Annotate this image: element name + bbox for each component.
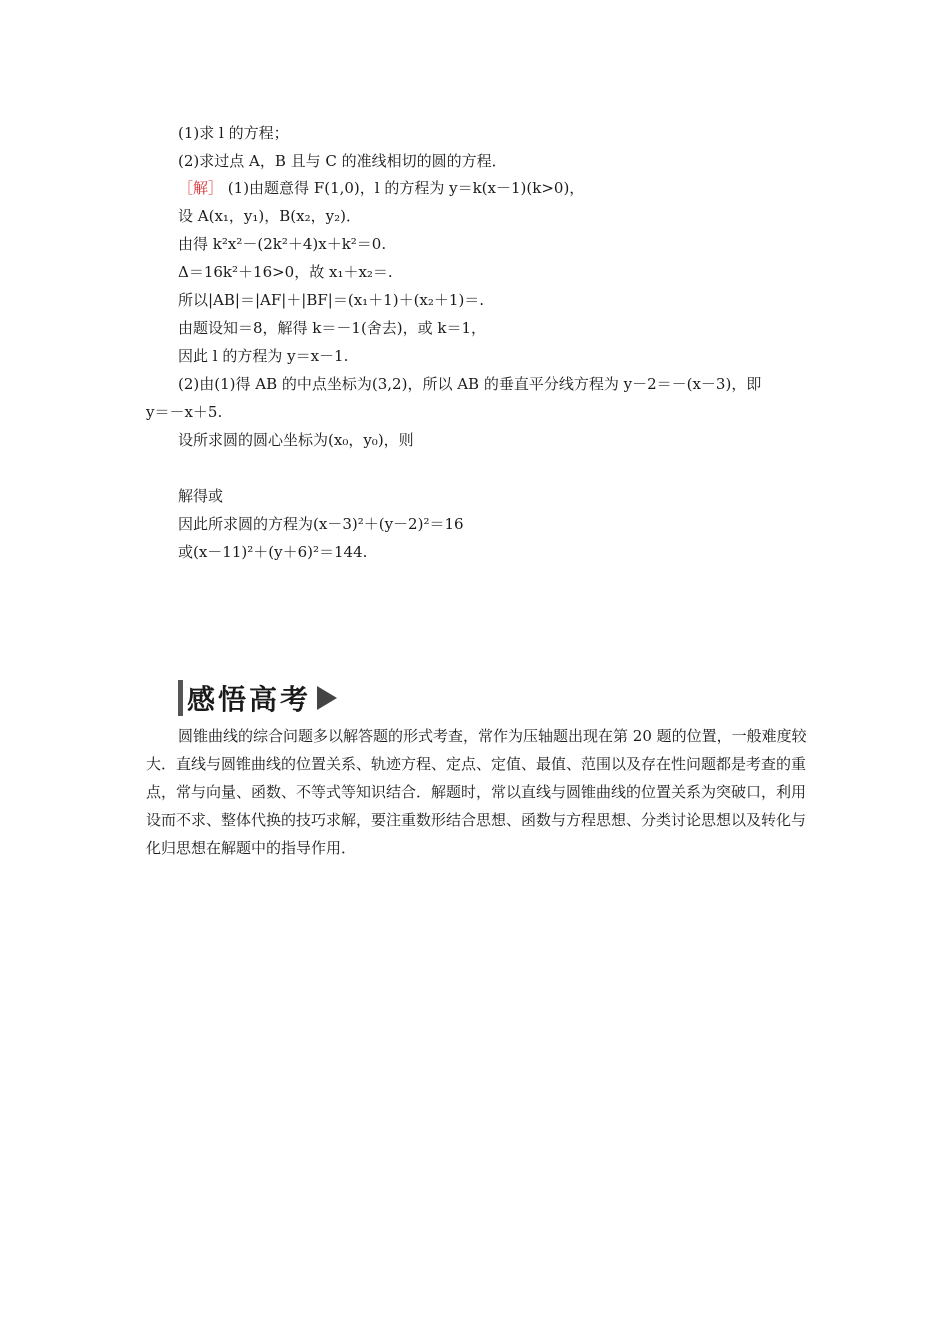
- section-header: [178, 678, 337, 718]
- solution-line-3: 由得 k²x²－(2k²＋4)x＋k²＝0.: [178, 235, 387, 253]
- solution-line-11: 解得或: [178, 487, 224, 505]
- solution-line-10: 设所求圆的圆心坐标为(x₀，y₀)，则: [178, 431, 414, 449]
- solution-line-2: 设 A(x₁，y₁)，B(x₂，y₂)．: [178, 207, 361, 225]
- solution-tag: ［解］: [178, 179, 224, 197]
- problem-part-1: (1)求 l 的方程；: [178, 124, 289, 142]
- problem-part-2: (2)求过点 A，B 且与 C 的准线相切的圆的方程．: [178, 152, 507, 170]
- solution-line-8: (2)由(1)得 AB 的中点坐标为(3,2)，所以 AB 的垂直平分线方程为 y－2＝－(x－3)，即: [178, 375, 762, 393]
- solution-line-9: y＝－x＋5.: [146, 403, 223, 421]
- solution-text: (1)由题意得 F(1,0)，l 的方程为 y＝k(x－1)(k>0)，: [227, 179, 585, 197]
- section-paragraph: 圆锥曲线的综合问题多以解答题的形式考查，常作为压轴题出现在第 20 题的位置，一般难度较大．直线与圆锥曲线的位置关系、轨迹方程、定点、定值、最值、范围以及存在性问题都是考查的重点，常与向量、函数、不等式等知识结合．解题时，常以直线与圆锥曲线的位置关系为突破口，利用设而不求、整体代换的技巧求解，要注重数形结合思想、函数与方程思想、分类讨论思想以及转化与化归思想在解题中的指导作用．: [146, 727, 807, 857]
- solution-line-12: 因此所求圆的方程为(x－3)²＋(y－2)²＝16: [178, 515, 464, 533]
- section-title: 感悟高考: [187, 683, 312, 716]
- solution-line-5: 所以|AB|＝|AF|＋|BF|＝(x₁＋1)＋(x₂＋1)＝.: [178, 291, 485, 309]
- section-bar: [178, 680, 183, 716]
- solution-line-1: [178, 178, 584, 198]
- solution-line-4: Δ＝16k²＋16>0，故 x₁＋x₂＝.: [178, 263, 393, 281]
- solution-line-13: 或(x－11)²＋(y＋6)²＝144.: [178, 543, 368, 561]
- solution-line-6: 由题设知＝8，解得 k＝－1(舍去)，或 k＝1，: [178, 319, 487, 337]
- triangle-arrow-icon: [317, 686, 337, 710]
- solution-line-7: 因此 l 的方程为 y＝x－1.: [178, 347, 349, 365]
